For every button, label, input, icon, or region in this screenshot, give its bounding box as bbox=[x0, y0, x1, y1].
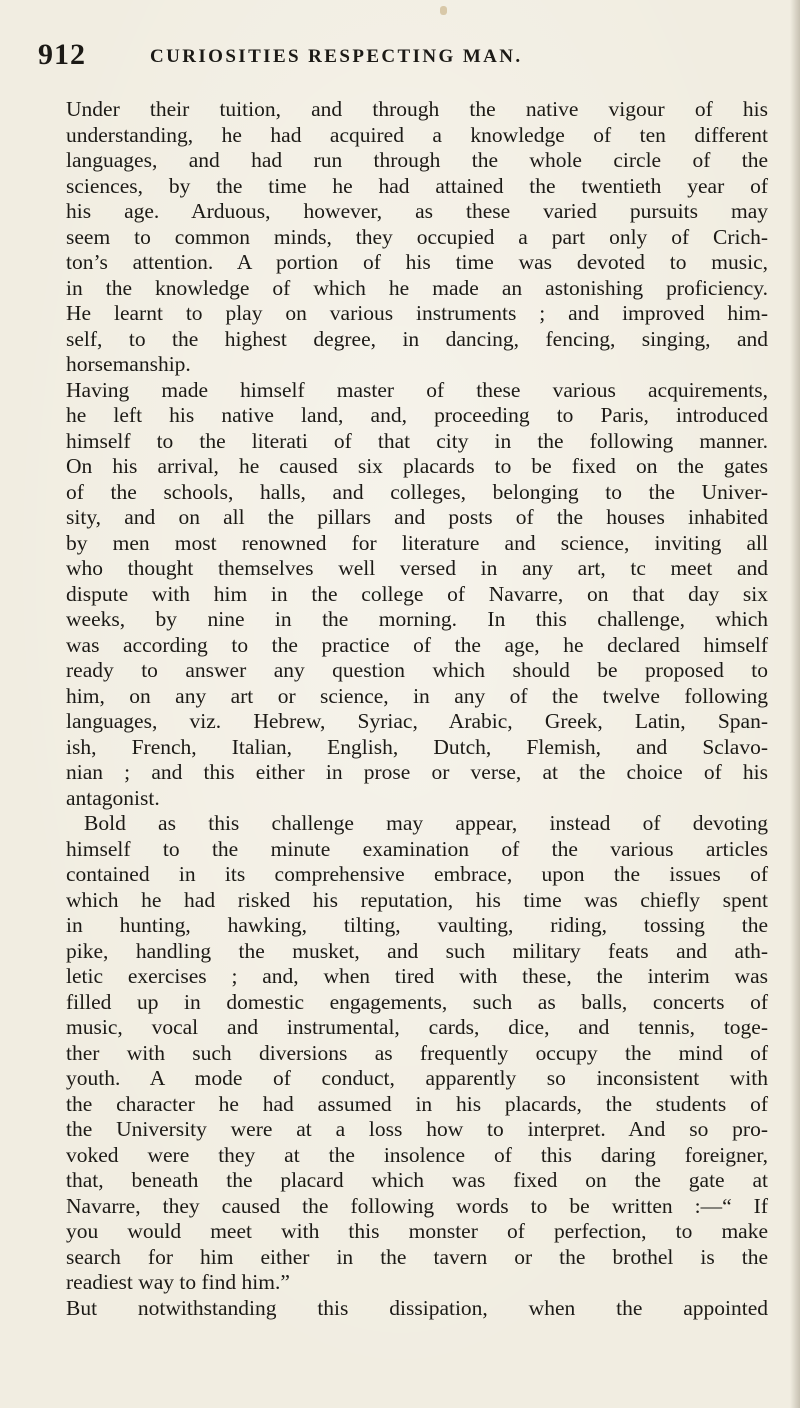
text-line: him, on any art or science, in any of the twelve following bbox=[66, 683, 768, 708]
text-line: But notwithstanding this dissipation, when the appointed bbox=[66, 1295, 768, 1320]
running-head bbox=[38, 38, 778, 78]
text-line: you would meet with this monster of perfection, to make bbox=[66, 1219, 768, 1243]
text-line: Bold as this challenge may appear, instead of devoting bbox=[84, 811, 768, 835]
text-line: of the schools, halls, and colleges, belonging to the Univer- bbox=[66, 479, 768, 504]
text-line: horsemanship. bbox=[66, 352, 191, 376]
text-line: his age. Arduous, however, as these varied pursuits may bbox=[66, 199, 768, 223]
text-line: languages, and had run through the whole circle of the bbox=[66, 148, 768, 172]
text-line: Navarre, they caused the following words to be written :—“ If bbox=[66, 1193, 768, 1218]
text-line: readiest way to find him.” bbox=[66, 1270, 290, 1294]
text-line: languages, viz. Hebrew, Syriac, Arabic, Greek, Latin, Span- bbox=[66, 709, 768, 733]
running-title: CURIOSITIES RESPECTING MAN. bbox=[150, 46, 523, 67]
text-line: Under their tuition, and through the native vigour of his bbox=[66, 97, 768, 121]
text-line: He learnt to play on various instruments ; and improved him- bbox=[66, 301, 768, 325]
text-line: music, vocal and instrumental, cards, dice, and tennis, toge- bbox=[66, 1015, 768, 1039]
text-line: that, beneath the placard which was fixed on the gate at bbox=[66, 1168, 768, 1192]
text-line: the University were at a loss how to interpret. And so pro- bbox=[66, 1117, 768, 1141]
text-line: antagonist. bbox=[66, 785, 160, 810]
text-line: ish, French, Italian, English, Dutch, Flemish, and Sclavo- bbox=[66, 734, 768, 759]
text-line: letic exercises ; and, when tired with these, the interim was bbox=[66, 964, 768, 988]
text-line: search for him either in the tavern or the brothel is the bbox=[66, 1244, 768, 1269]
text-line: himself to the minute examination of the various articles bbox=[66, 836, 768, 861]
text-line: who thought themselves well versed in any art, tc meet and bbox=[66, 556, 768, 580]
text-line: in the knowledge of which he made an astonishing proficiency. bbox=[66, 275, 768, 300]
text-line: sciences, by the time he had attained the twentieth year of bbox=[66, 173, 768, 198]
text-line: sity, and on all the pillars and posts of the houses inhabited bbox=[66, 505, 768, 529]
text-line: weeks, by nine in the morning. In this challenge, which bbox=[66, 607, 768, 631]
text-line: he left his native land, and, proceeding to Paris, introduced bbox=[66, 403, 768, 427]
text-line: Having made himself master of these various acquirements, bbox=[66, 377, 768, 402]
text-line: which he had risked his reputation, his time was chiefly spent bbox=[66, 887, 768, 912]
text-line: the character he had assumed in his placards, the students of bbox=[66, 1091, 768, 1116]
text-line: self, to the highest degree, in dancing, fencing, singing, and bbox=[66, 326, 768, 351]
text-line: pike, handling the musket, and such military feats and ath- bbox=[66, 938, 768, 963]
text-line: by men most renowned for literature and science, inviting all bbox=[66, 530, 768, 555]
text-line: contained in its comprehensive embrace, upon the issues of bbox=[66, 862, 768, 886]
text-line: youth. A mode of conduct, apparently so inconsistent with bbox=[66, 1066, 768, 1090]
text-line: voked were they at the insolence of this daring foreigner, bbox=[66, 1142, 768, 1167]
text-line: ton’s attention. A portion of his time was devoted to music, bbox=[66, 250, 768, 274]
body-text bbox=[66, 97, 768, 1321]
text-line: understanding, he had acquired a knowledge of ten different bbox=[66, 122, 768, 147]
text-line: dispute with him in the college of Navarre, on that day six bbox=[66, 581, 768, 606]
text-line: himself to the literati of that city in the following manner. bbox=[66, 428, 768, 453]
text-line: filled up in domestic engagements, such as balls, concerts of bbox=[66, 989, 768, 1014]
text-line: seem to common minds, they occupied a part only of Crich- bbox=[66, 224, 768, 249]
text-line: ready to answer any question which should be proposed to bbox=[66, 658, 768, 682]
page-edge-shadow bbox=[790, 0, 800, 1408]
text-line: was according to the practice of the age, he declared himself bbox=[66, 632, 768, 657]
page-number: 912 bbox=[38, 38, 86, 71]
text-line: ther with such diversions as frequently occupy the mind of bbox=[66, 1040, 768, 1065]
text-line: in hunting, hawking, tilting, vaulting, riding, tossing the bbox=[66, 913, 768, 937]
text-line: nian ; and this either in prose or verse, at the choice of his bbox=[66, 760, 768, 784]
text-line: On his arrival, he caused six placards to be fixed on the gates bbox=[66, 454, 768, 478]
paper-speck bbox=[440, 6, 447, 15]
